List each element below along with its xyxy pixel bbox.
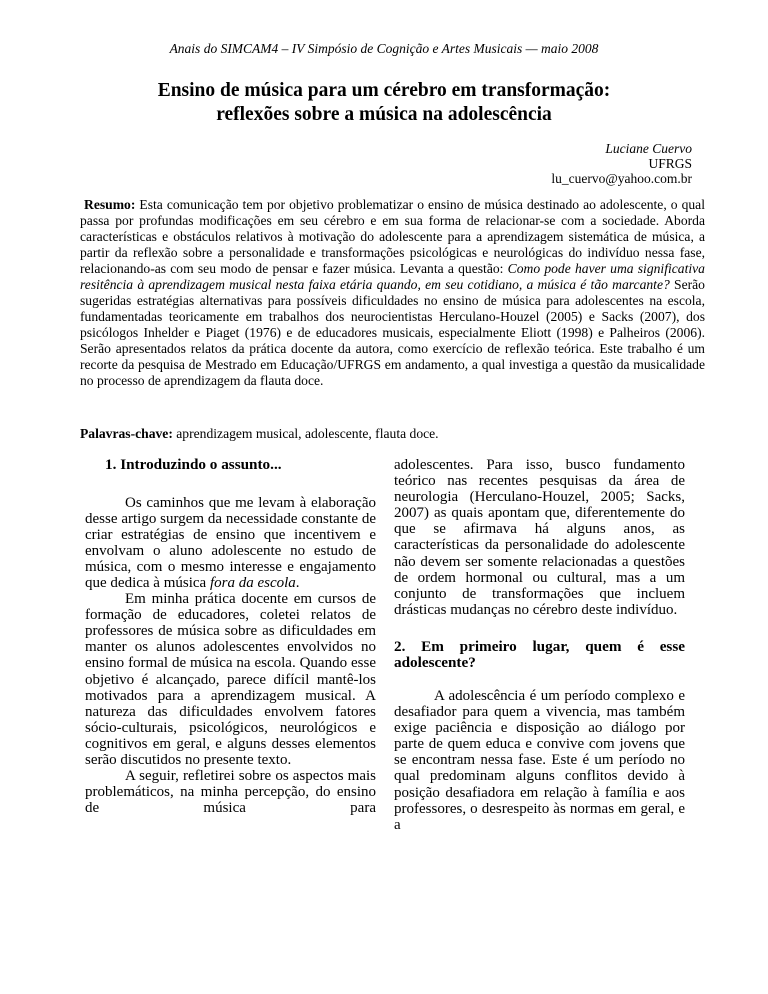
paper-title-line-2: reflexões sobre a música na adolescência bbox=[216, 104, 552, 125]
abstract-label: Resumo: bbox=[84, 197, 136, 212]
author-block bbox=[551, 141, 692, 187]
section-2-heading: 2. Em primeiro lugar, quem é esse adolescente? bbox=[394, 637, 685, 672]
section-1-paragraph-2: Em minha prática docente em cursos de formação de educadores, coletei relatos de professores de música sobre as dificuldades em manter os alunos adolescentes envolvidos no ensino formal de música na escola. Quando esse objetivo é alcançado, parece difícil mantê-los motivados para a aprendizagem musical. A natureza das dificuldades envolvem fatores sócio-culturais, psicológicos, neurológicos e cognitivos em geral, e alguns desses elementos serão discutidos no presente texto. bbox=[85, 591, 376, 768]
abstract-text-2: Serão sugeridas estratégias alternativas para possíveis dificuldades no ensino de música para adolescentes na escola, fundamentadas teoricamente em trabalhos dos neurocientistas Herculano-Houzel (2005) e Sacks (2007), dos psicólogos Inhelder e Piaget (1976) e de educadores musicais, especialmente Eliott (1998) e Palheiros (2006). Serão apresentados relatos da prática docente da autora, como exercício de reflexão teórica. Este trabalho é um recorte da pesquisa de Mestrado em Educação/UFRGS em andamento, a qual investiga a questão da musicalidade no processo de aprendizagem da flauta doce. bbox=[80, 277, 705, 388]
section-1-heading: 1. Introduzindo o assunto... bbox=[105, 456, 282, 473]
section-2-paragraph-1: A adolescência é um período complexo e desafiador para quem a vivencia, mas também exige paciência e disposição ao diálogo por parte de quem educa e convive com jovens que se encontram nessa fase. Este é um período no qual predominam alguns conflitos devido à posição desafiadora em relação à família e aos professores, o desrespeito às normas em geral, e a bbox=[394, 687, 685, 833]
section-1-paragraph-1-italic: fora da escola bbox=[209, 574, 296, 591]
section-1-paragraph-1-period: . bbox=[295, 574, 300, 591]
left-column bbox=[85, 457, 376, 833]
author-affiliation: UFRGS bbox=[648, 156, 692, 172]
abstract-text-1: Esta comunicação tem por objetivo problematizar o ensino de música destinado ao adolescente, o qual passa por profundas modificações em seu cérebro e em sua forma de relacionar-se com a sociedade. Aborda características e obstáculos relativos à motivação do adolescente para a aprendizagem sistemática de música, a partir da reflexão sobre a personalidade e transformações psicológicas e neurológicas do indivíduo nessa fase, relacionando-as com seu modo de pensar e fazer música. Levanta a questão: bbox=[80, 197, 705, 276]
author-name: Luciane Cuervo bbox=[605, 141, 692, 156]
keywords-line bbox=[80, 426, 705, 442]
right-column bbox=[394, 457, 685, 833]
abstract-section bbox=[80, 197, 705, 389]
section-1-paragraph-3: A seguir, refletirei sobre os aspectos mais problemáticos, na minha percepção, do ensino de música para bbox=[85, 768, 376, 817]
abstract-research-question: Como pode haver uma significativa resitência à aprendizagem musical nesta faixa etária quando, em seu cotidiano, a música é tão marcante? bbox=[80, 261, 705, 292]
keywords-label: Palavras-chave: bbox=[80, 426, 173, 441]
abstract-paragraph bbox=[80, 197, 705, 389]
paper-title-line-1: Ensino de música para um cérebro em transformação: bbox=[157, 80, 611, 101]
keywords-text: aprendizagem musical, adolescente, flauta doce. bbox=[172, 426, 439, 441]
section-1-paragraph-1 bbox=[85, 495, 376, 592]
section-1-paragraph-1-text: Os caminhos que me levam à elaboração desse artigo surgem da necessidade constante de criar estratégias de ensino que incentivem e envolvam o aluno adolescente no estudo de música, com o mesmo interesse e engajamento que dedica à música bbox=[85, 494, 376, 591]
conference-header: Anais do SIMCAM4 – IV Simpósio de Cognição e Artes Musicais — maio 2008 bbox=[169, 41, 599, 56]
paper-title bbox=[0, 79, 768, 127]
author-email: lu_cuervo@yahoo.com.br bbox=[551, 171, 692, 187]
two-column-body bbox=[85, 457, 685, 833]
section-1-paragraph-3-continuation: adolescentes. Para isso, busco fundamento teórico nas recentes pesquisas da área de neurologia (Herculano-Houzel, 2005; Sacks, 2007) as quais apontam que, diferentemente do que se afirmava há alguns anos, as características da personalidade do adolescente não devem ser somente relacionadas a questões de ordem hormonal ou cultural, mas a um conjunto de transformações que incluem drásticas mudanças no cérebro deste indivíduo. bbox=[394, 457, 685, 618]
